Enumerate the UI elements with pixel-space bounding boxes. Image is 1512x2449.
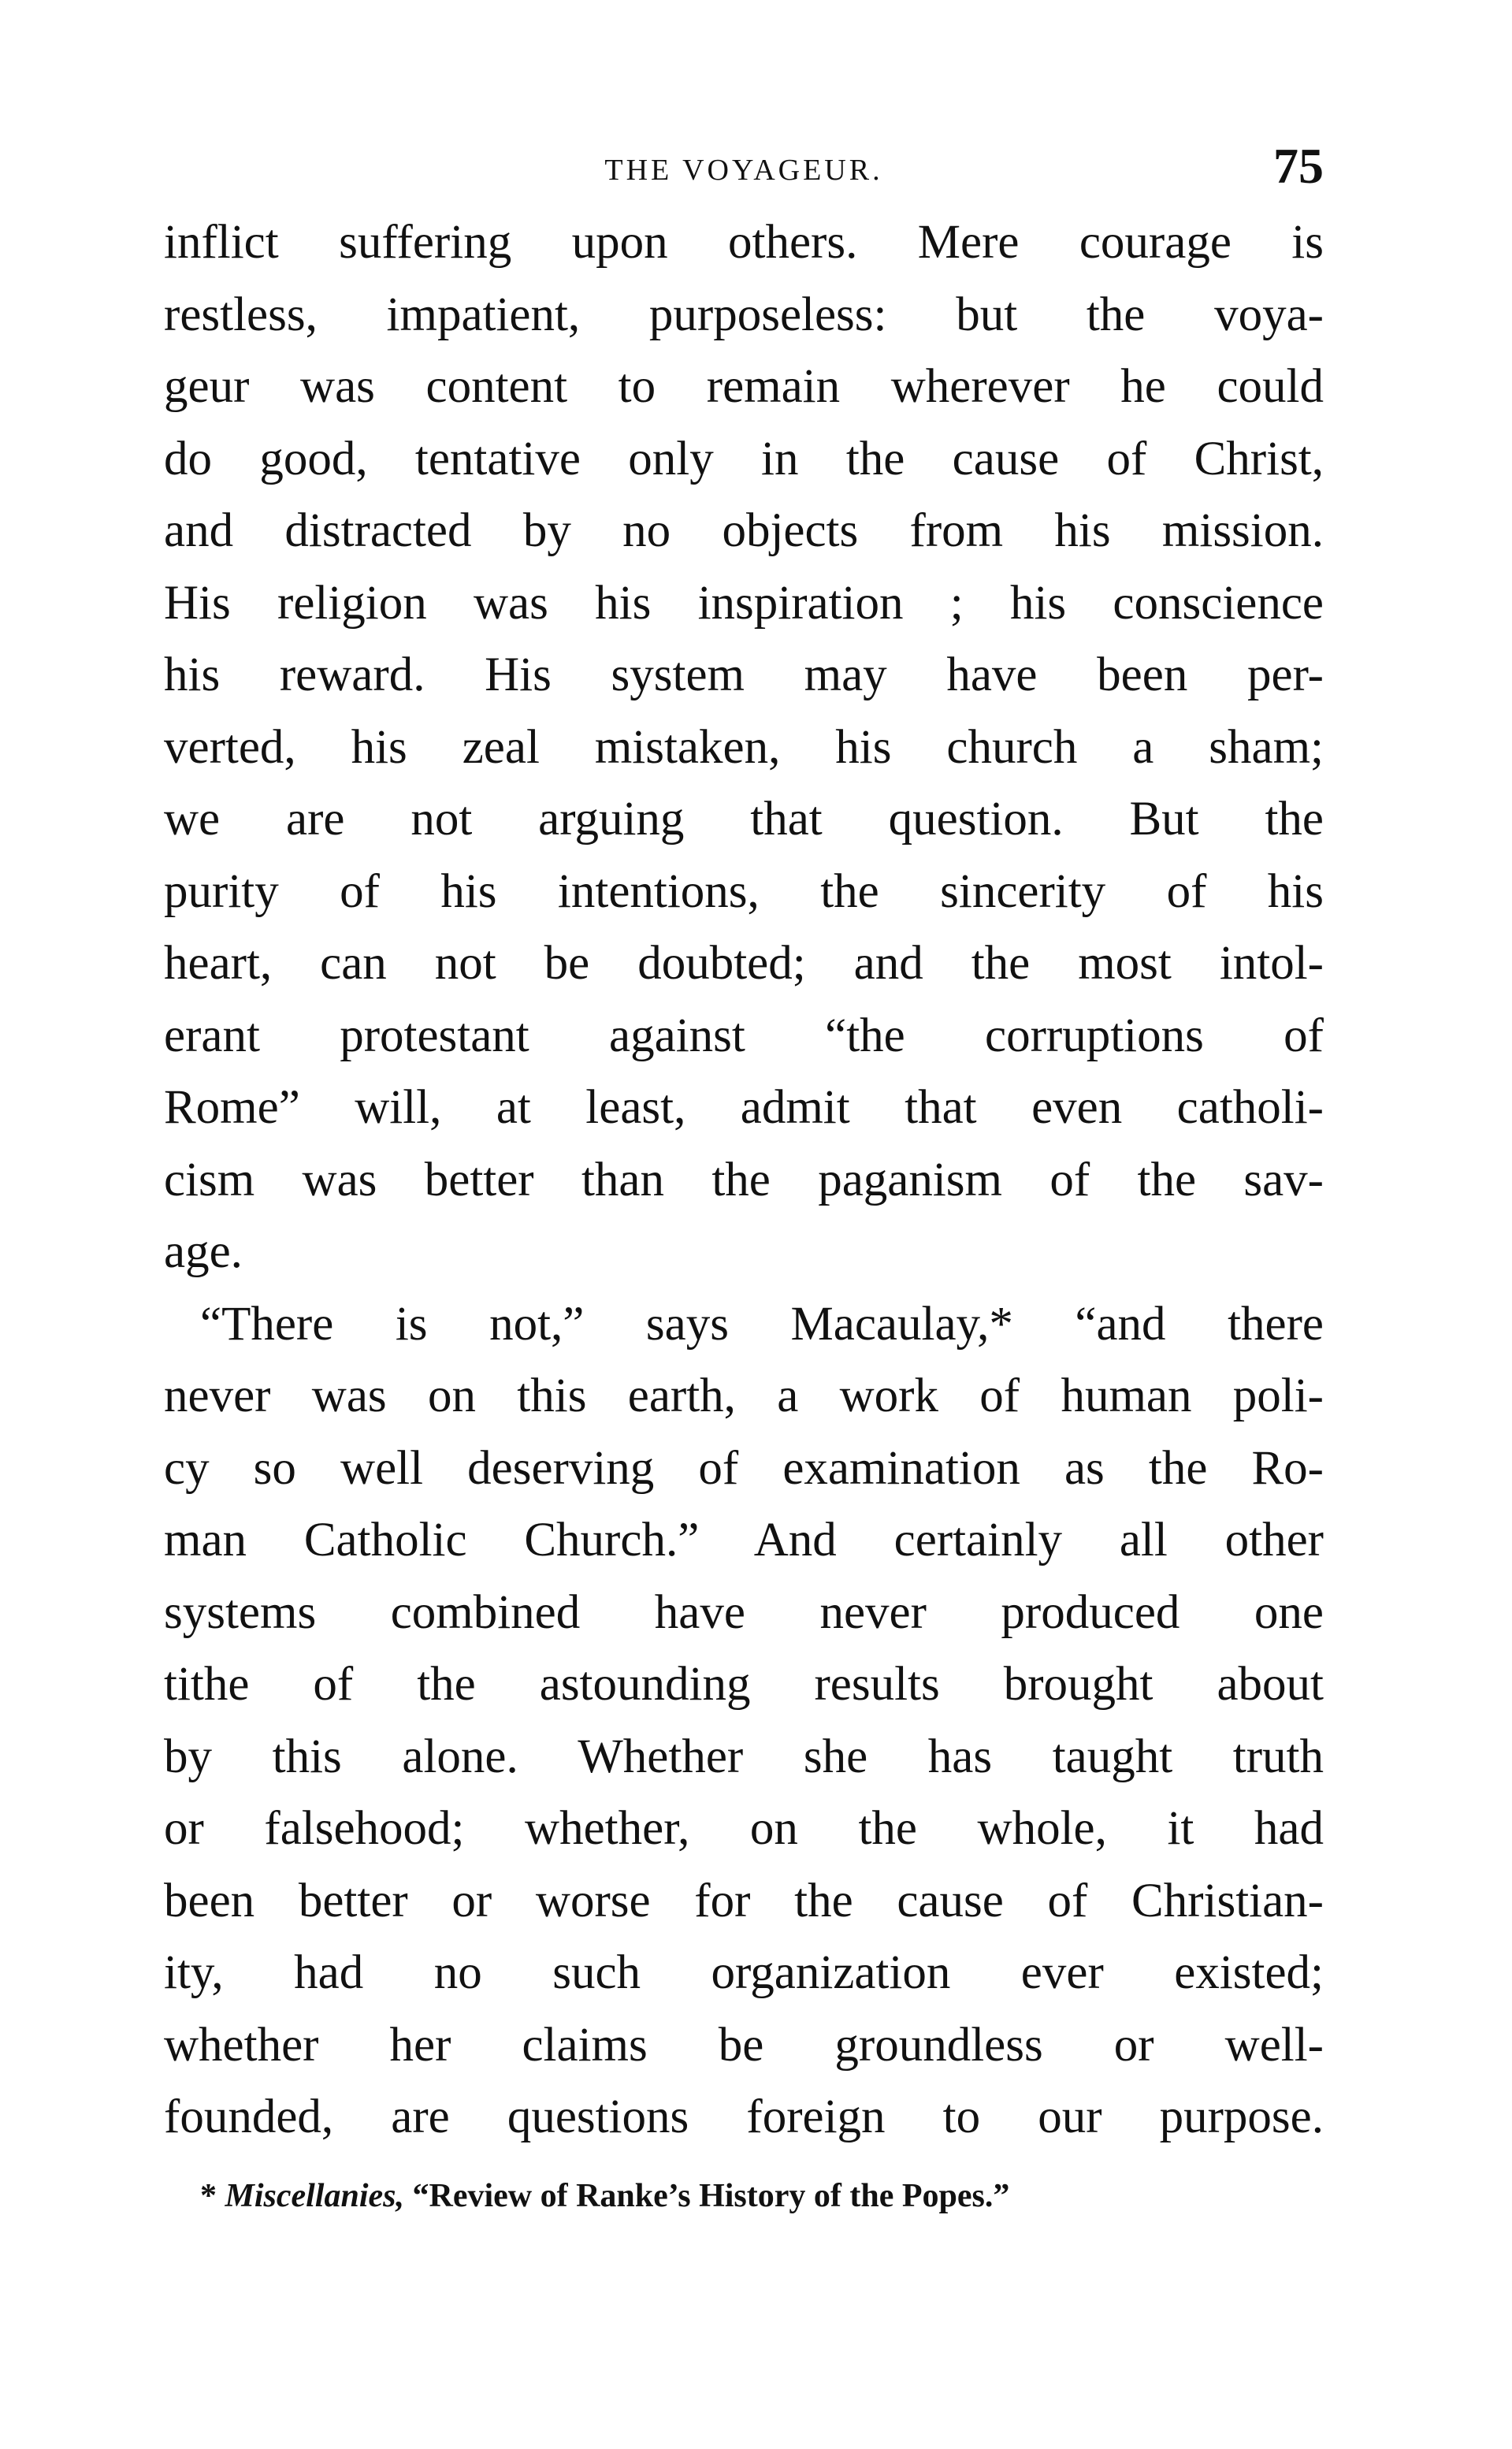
text-line: been better or worse for the cause of Christian-	[164, 1874, 1324, 1927]
text-line: His religion was his inspiration ; his conscience	[164, 576, 1324, 630]
text-line: his reward. His system may have been per-	[164, 648, 1324, 701]
text-line: cy so well deserving of examination as the Ro-	[164, 1441, 1324, 1495]
text-line: erant protestant against “the corruptions of	[164, 1009, 1324, 1062]
text-line: do good, tentative only in the cause of Christ,	[164, 432, 1324, 485]
text-line: purity of his intentions, the sincerity of his	[164, 864, 1324, 918]
text-line: restless, impatient, purposeless: but the voya-	[164, 288, 1324, 341]
running-title: THE VOYAGEUR.	[604, 154, 883, 187]
text-line: and distracted by no objects from his mission.	[164, 504, 1324, 557]
text-line: cism was better than the paganism of the sav-	[164, 1153, 1324, 1206]
paragraph-1	[164, 206, 1324, 1288]
book-page	[164, 136, 1324, 2220]
text-line: age.	[164, 1225, 243, 1278]
text-line: we are not arguing that question. But the	[164, 793, 1324, 845]
page-number: 75	[1273, 138, 1324, 194]
running-head	[164, 136, 1324, 206]
footnote-title: Miscellanies,	[225, 2177, 404, 2214]
text-line: founded, are questions foreign to our purpose.	[164, 2090, 1324, 2143]
text-line: “There is not,” says Macaulay,* “and there	[200, 1297, 1324, 1351]
text-line: whether her claims be groundless or well-	[164, 2018, 1324, 2072]
text-line: inflict suffering upon others. Mere courage is	[164, 216, 1324, 269]
text-line: ity, had no such organization ever existed;	[164, 1946, 1324, 1999]
text-line: man Catholic Church.” And certainly all other	[164, 1514, 1324, 1566]
text-line: never was on this earth, a work of human poli-	[164, 1369, 1324, 1422]
text-line: heart, can not be doubted; and the most intol-	[164, 937, 1324, 990]
paragraph-2	[164, 1288, 1324, 2154]
text-line: verted, his zeal mistaken, his church a sham;	[164, 720, 1324, 774]
footnote-marker: *	[200, 2177, 217, 2214]
footnote	[164, 2172, 1324, 2220]
text-line: tithe of the astounding results brought about	[164, 1658, 1324, 1711]
text-line: geur was content to remain wherever he could	[164, 360, 1324, 413]
text-line: or falsehood; whether, on the whole, it had	[164, 1802, 1324, 1855]
text-line: Rome” will, at least, admit that even catholi-	[164, 1081, 1324, 1134]
text-line: by this alone. Whether she has taught truth	[164, 1730, 1324, 1783]
footnote-text: “Review of Ranke’s History of the Popes.”	[412, 2177, 1010, 2214]
text-line: systems combined have never produced one	[164, 1585, 1324, 1639]
